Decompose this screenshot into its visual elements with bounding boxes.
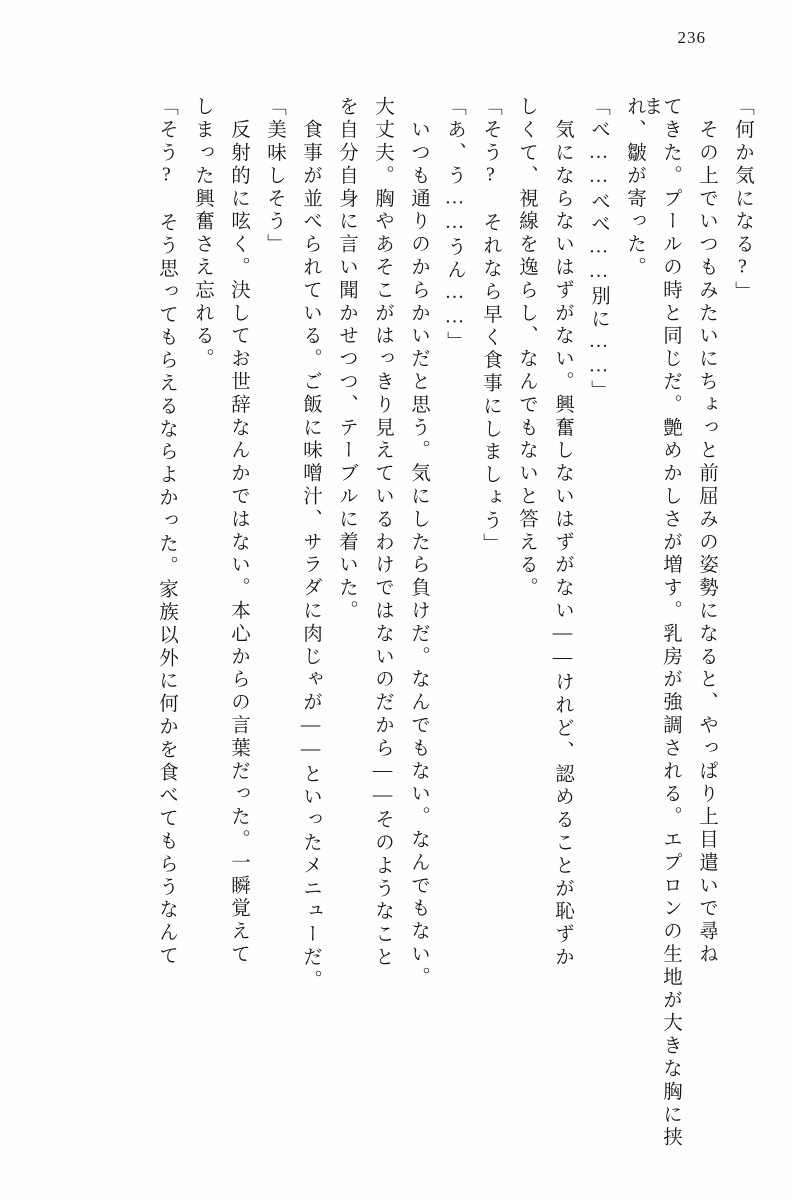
text-column: 「何か気になる?」 <box>732 96 753 304</box>
page-number: 236 <box>677 28 706 47</box>
text-column: を自分自身に言い聞かせつつ、テーブルに着いた。 <box>336 96 357 623</box>
text-column: しまった興奮さえ忘れる。 <box>192 96 213 371</box>
text-column: 「そう? そう思ってもらえるならよかった。家族以外に何かを食べてもらうなんて <box>156 96 177 968</box>
text-column: 「美味しそう」 <box>264 96 285 257</box>
text-column: いつも通りのからかいだと思う。気にしたら負けだ。なんでもない。なんでもない。 <box>408 96 429 990</box>
text-column: 「そう? それなら早く食事にしましょう」 <box>480 96 501 556</box>
text-column: てきた。プールの時と同じだ。艶めかしさが増す。乳房が強調される。エプロンの生地が大きな胸に挟ま <box>640 96 681 1150</box>
text-column: れ、皺が寄った。 <box>624 96 645 280</box>
text-column: 気にならないはずがない。興奮しないはずがない——けれど、認めることが恥ずか <box>552 96 573 970</box>
text-column: 食事が並べられている。ご飯に味噌汁、サラダに肉じゃが——といったメニューだ。 <box>300 96 321 993</box>
text-column: 反射的に呟く。決してお世辞なんかではない。本心からの言葉だった。一瞬覚えて <box>228 96 249 967</box>
text-column: 「べ……べべ……別に……」 <box>588 96 609 403</box>
vertical-text-block <box>36 96 752 1156</box>
text-column: その上でいつもみたいにちょっと前屈みの姿勢になると、やっぱり上目遣いで尋ね <box>696 96 717 967</box>
text-column: 「あ、う……うん……」 <box>444 96 465 354</box>
text-column: 大丈夫。胸やあそこがはっきり見えているわけではないのだから——そのようなこと <box>372 96 393 970</box>
text-column: しくて、視線を逸らし、なんでもないと答える。 <box>516 96 537 600</box>
